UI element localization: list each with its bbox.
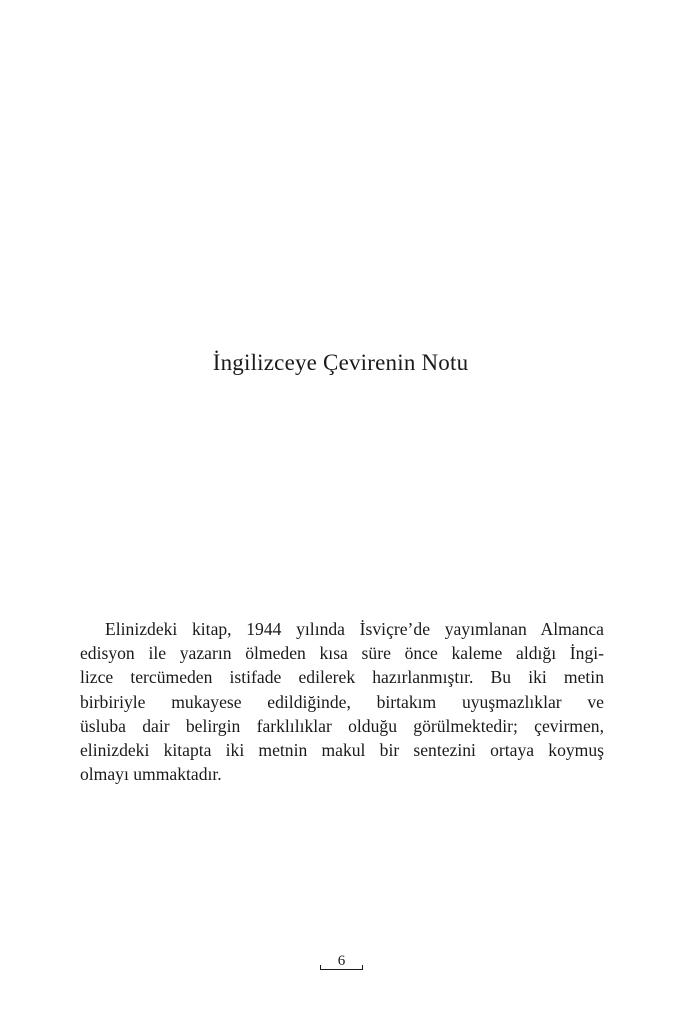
page-title: İngilizceye Çevirenin Notu bbox=[212, 350, 469, 375]
translator-note-paragraph bbox=[80, 617, 604, 786]
paragraph-line: olmayı ummaktadır. bbox=[80, 764, 222, 785]
paragraph-line: Elinizdeki kitap, 1944 yılında İsviçre’de yayımlanan Almanca bbox=[105, 619, 604, 639]
page-footer bbox=[320, 953, 363, 971]
page-number: 6 bbox=[337, 953, 346, 969]
paragraph-line: birbiriyle mukayese edildiğinde, birtakım uyuşmazlıklar ve bbox=[80, 691, 604, 712]
paragraph-line: üsluba dair belirgin farklılıklar olduğu görülmektedir; çevirmen, bbox=[80, 715, 604, 736]
page-number-bracket bbox=[320, 965, 363, 970]
paragraph-line: elinizdeki kitapta iki metnin makul bir sentezini ortaya koymuş bbox=[80, 740, 604, 761]
paragraph-line: edisyon ile yazarın ölmeden kısa süre önce kaleme aldığı İngi- bbox=[80, 643, 604, 664]
paragraph-line: lizce tercümeden istifade edilerek hazırlanmıştır. Bu iki metin bbox=[80, 667, 604, 688]
